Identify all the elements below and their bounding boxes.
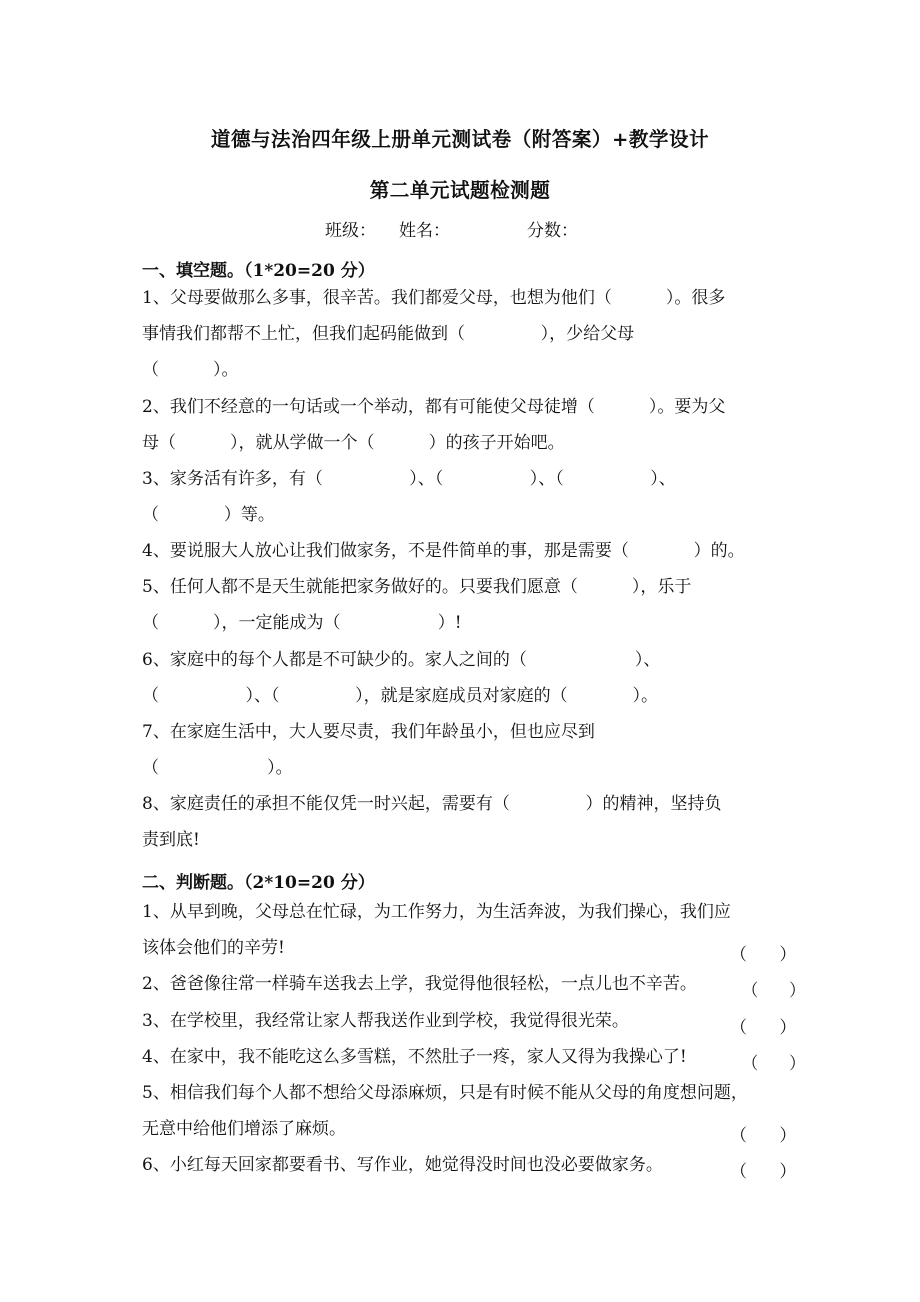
document-subtitle: 第二单元试题检测题 [369,178,551,202]
fill-line-4: 2、我们不经意的一句话或一个举动，都有可能使父母徒增（ ）。要为父 [142,397,726,417]
judge-line-1: 1、从早到晚，父母总在忙碌，为工作努力，为生活奔波，为我们操心，我们应 [142,902,731,922]
judge-line-7: 无意中给他们增添了麻烦。 [142,1119,346,1139]
score-label: 分数： [527,221,578,241]
judge-line-2: 该体会他们的辛劳! [142,938,285,958]
document-title: 道德与法治四年级上册单元测试卷（附答案）+教学设计 [210,127,710,151]
judge-line-8: 6、小红每天回家都要看书、写作业，她觉得没时间也没必要做家务。 [142,1155,663,1175]
fill-line-2: 事情我们都帮不上忙，但我们起码能做到（ ），少给父母 [142,324,635,344]
answer-paren-1: （ ） [730,945,797,965]
answer-paren-6: （ ） [730,1162,797,1182]
judge-line-5: 4、在家中，我不能吃这么多雪糕，不然肚子一疼，家人又得为我操心了! [142,1047,687,1067]
judge-line-4: 3、在学校里，我经常让家人帮我送作业到学校，我觉得很光荣。 [142,1011,629,1031]
answer-paren-5: （ ） [730,1126,797,1146]
fill-line-14: （ ）。 [142,758,293,778]
fill-line-5: 母（ ），就从学做一个（ ）的孩子开始吧。 [142,433,565,453]
fill-line-1: 1、父母要做那么多事，很辛苦。我们都爱父母，也想为他们（ ）。很多 [142,288,726,308]
judge-line-6: 5、相信我们每个人都不想给父母添麻烦，只是有时候不能从父母的角度想问题， [142,1083,748,1103]
fill-line-11: 6、家庭中的每个人都是不可缺少的。家人之间的（ ）、 [142,650,661,670]
fill-line-6: 3、家务活有许多，有（ ）、（ ）、（ ）、 [142,469,676,489]
section-true-false-heading: 二、判断题。（2*10=20 分） [142,873,375,893]
fill-line-9: 5、任何人都不是天生就能把家务做好的。只要我们愿意（ ），乐于 [142,577,692,597]
judge-line-3: 2、爸爸像往常一样骑车送我去上学，我觉得他很轻松，一点儿也不辛苦。 [142,974,697,994]
fill-line-3: （ ）。 [142,360,239,380]
fill-line-13: 7、在家庭生活中，大人要尽责，我们年龄虽小，但也应尽到 [142,722,595,742]
fill-line-12: （ ）、（ ），就是家庭成员对家庭的（ ）。 [142,686,658,706]
class-label: 班级： [325,221,376,241]
fill-line-15: 8、家庭责任的承担不能仅凭一时兴起，需要有（ ）的精神，坚持负 [142,794,722,814]
answer-paren-4: （ ） [742,1054,806,1074]
name-label: 姓名： [399,221,450,241]
answer-paren-3: （ ） [730,1018,797,1038]
answer-paren-2: （ ） [742,981,806,1001]
section-fill-in-heading: 一、填空题。（1*20=20 分） [142,261,375,281]
fill-line-10: （ ），一定能成为（ ）! [142,613,462,633]
fill-line-7: （ ）等。 [142,505,275,525]
fill-line-16: 责到底! [142,830,200,850]
fill-line-8: 4、要说服大人放心让我们做家务，不是件简单的事，那是需要（ ）的。 [142,541,745,561]
